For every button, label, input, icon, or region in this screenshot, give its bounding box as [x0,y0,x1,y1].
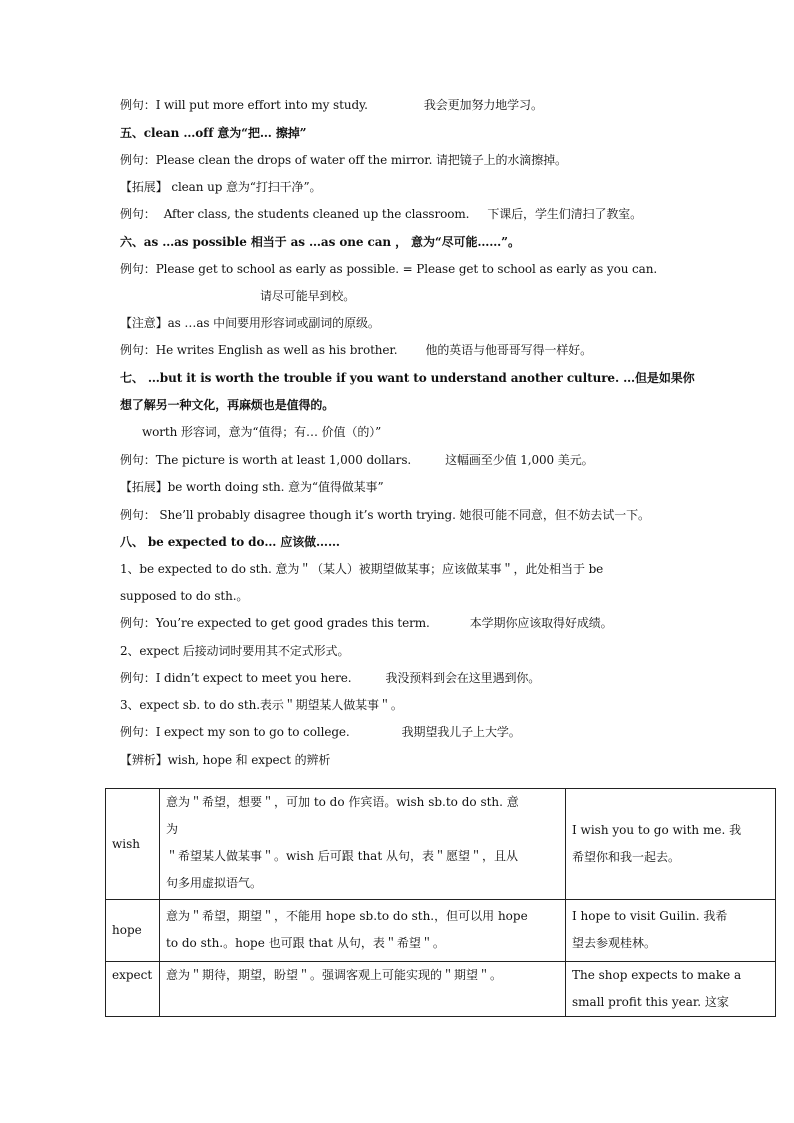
sentence-with-translation: She’ll probably disagree though it’s worth trying. 她很可能不同意，但不妨去试一下。 [155,508,650,522]
example-sentence [120,724,521,740]
section-heading-8: 八、 be expected to do… 应该做…… [120,535,340,549]
example-sentence [120,206,642,222]
example-label: 例句： [120,98,156,112]
example-label: 例句： [120,153,156,167]
meaning-cell [160,789,566,900]
example-label: 例句： [120,262,156,276]
point-3: 3、expect sb. to do sth.表示＂期望某人做某事＂。 [120,698,403,712]
point-2: 2、expect 后接动词时要用其不定式形式。 [120,644,350,658]
discrimination-note [120,752,330,768]
chinese-translation: 我会更加努力地学习。 [423,98,543,112]
example-label: 例句： [120,508,156,522]
example-sentence [120,615,613,631]
english-sentence: I didn’t expect to meet you here. [155,671,352,685]
english-sentence: I expect my son to go to college. [155,725,350,739]
chinese-translation: 我没预料到会在这里遇到你。 [385,671,541,685]
extension-tag: 【拓展】 [120,480,168,494]
section-heading-7-cont: 想了解另一种文化，再麻烦也是值得的。 [120,398,335,412]
discrimination-tag: 【辨析】 [120,753,168,767]
example-line: 希望你和我一起去。 [572,850,681,864]
extension-note [120,479,383,495]
english-sentence: Please get to school as early as possible. = Please get to school as early as you can. [155,262,658,276]
example-sentence [120,152,567,168]
word-cell: hope [106,900,160,962]
example-line: small profit this year. 这家 [572,995,729,1009]
comparison-table [105,788,776,1017]
meaning-line: 意为＂希望，期望＂，不能用 hope sb.to do sth.，但可以用 hope [166,909,528,923]
table-row [106,962,776,1017]
worth-definition: worth 形容词，意为“值得；有… 价值（的）” [142,425,382,439]
example-label: 例句： [120,725,156,739]
section-heading-7: 七、 …but it is worth the trouble if you want to understand another culture. …但是如果你 [120,371,695,385]
english-sentence: The picture is worth at least 1,000 dollars. [155,453,412,467]
example-cell [566,962,776,1017]
example-label: 例句： [120,616,156,630]
extension-tag: 【拓展】 [120,180,168,194]
example-sentence [120,507,650,523]
meaning-line: 意为＂期待，期望，盼望＂。强调客观上可能实现的＂期望＂。 [166,968,503,982]
table-row [106,789,776,900]
meaning-cell [160,900,566,962]
chinese-translation: 这幅画至少值 1,000 美元。 [445,453,594,467]
example-sentence [120,452,594,468]
note [120,315,380,331]
example-label: 例句： [120,453,156,467]
example-label: 例句： [120,343,156,357]
meaning-line: 句多用虚拟语气。 [166,876,263,890]
extension-text: be worth doing sth. 意为“值得做某事” [167,480,384,494]
chinese-translation: 我期望我儿子上大学。 [401,725,521,739]
meaning-line: 为 [166,822,179,836]
example-cell [566,900,776,962]
example-line: 望去参观桂林。 [572,936,657,950]
extension-note [120,179,321,195]
english-sentence: You’re expected to get good grades this term. [155,616,430,630]
example-sentence [120,670,540,686]
discrimination-text: wish, hope 和 expect 的辨析 [167,753,331,767]
word-cell: expect [106,962,160,1017]
english-sentence: He writes English as well as his brother. [155,343,398,357]
example-cell [566,789,776,900]
section-heading-6: 六、as …as possible 相当于 as …as one can ， 意为“尽可能……”。 [120,235,520,249]
meaning-line: 意为＂希望，想要＂，可加 to do 作宾语。wish sb.to do sth. 意 [166,795,519,809]
meaning-line: to do sth.。hope 也可跟 that 从句，表＂希望＂。 [166,936,445,950]
example-label: 例句： [120,671,156,685]
example-line: The shop expects to make a [572,968,742,982]
example-sentence [120,342,592,358]
chinese-translation: 本学期你应该取得好成绩。 [469,616,613,630]
meaning-cell [160,962,566,1017]
chinese-translation: 请尽可能早到校。 [260,289,356,303]
meaning-line: ＂希望某人做某事＂。wish 后可跟 that 从句，表＂愿望＂，且从 [166,849,518,863]
table-row [106,900,776,962]
example-sentence [120,97,543,113]
example-line: I hope to visit Guilin. 我希 [572,909,728,923]
english-sentence: I will put more effort into my study. [155,98,368,112]
note-text: as …as 中间要用形容词或副词的原级。 [167,316,380,330]
section-heading-5: 五、clean …off 意为“把… 擦掉” [120,126,307,140]
note-tag: 【注意】 [120,316,168,330]
english-sentence: After class, the students cleaned up the classroom. [163,207,470,221]
point-1-cont: supposed to do sth.。 [120,589,249,603]
chinese-translation: 他的英语与他哥哥写得一样好。 [425,343,593,357]
extension-text: clean up 意为“打扫干净”。 [167,180,322,194]
chinese-translation: 下课后，学生们清扫了教室。 [487,207,643,221]
example-line: I wish you to go with me. 我 [572,823,742,837]
example-sentence [120,261,657,277]
example-label: 例句： [120,207,156,221]
point-1: 1、be expected to do sth. 意为＂（某人）被期望做某事；应该做某事＂，此处相当于 be [120,562,604,576]
sentence-with-translation: Please clean the drops of water off the mirror. 请把镜子上的水滴擦掉。 [155,153,567,167]
word-cell: wish [106,789,160,900]
